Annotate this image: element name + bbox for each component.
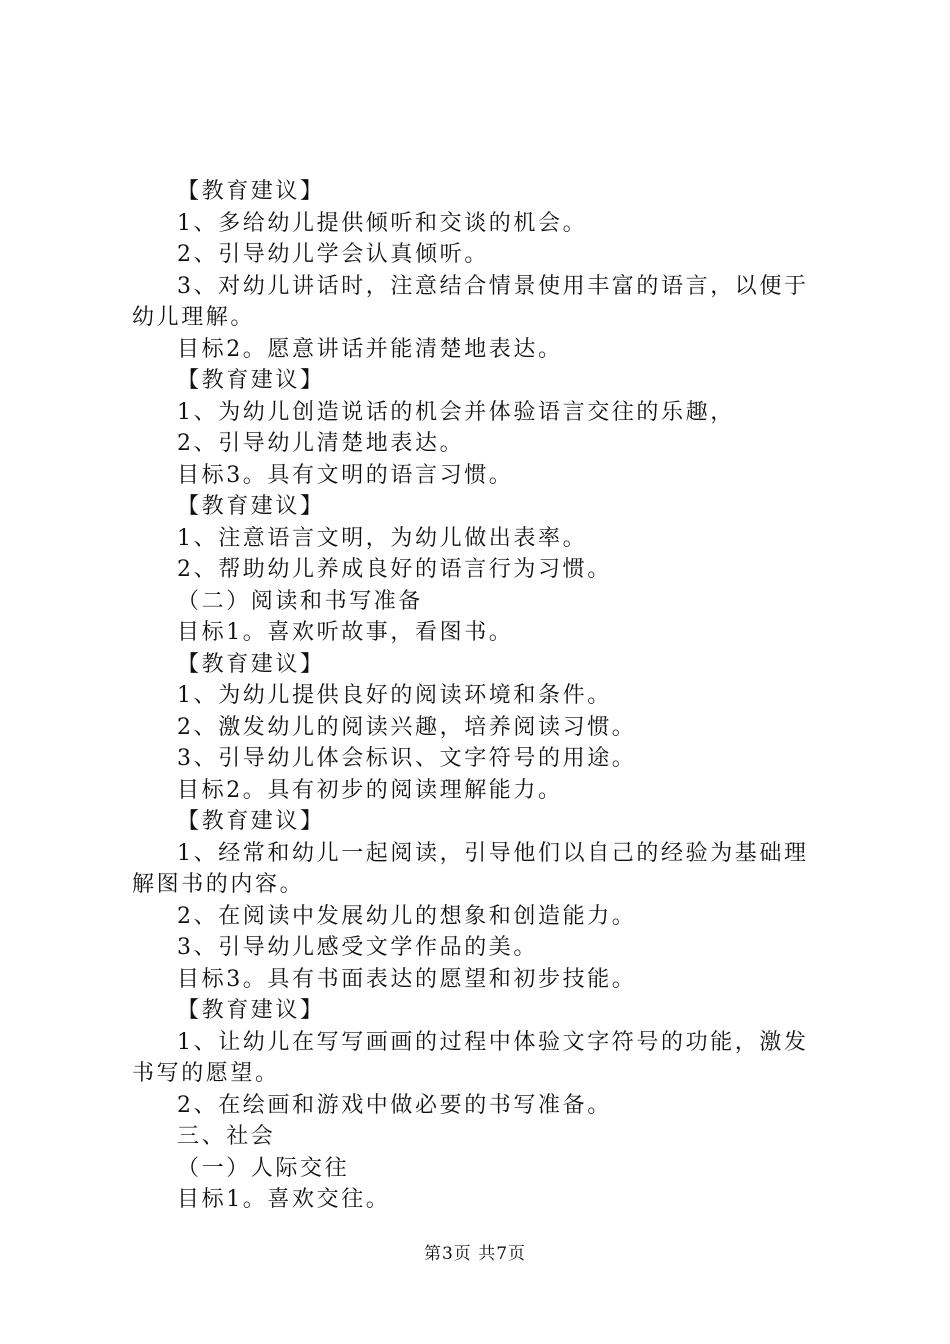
text-line: 1、让幼儿在写写画画的过程中体验文字符号的功能，激发 <box>177 1029 809 1055</box>
text-line: （二）阅读和书写准备 <box>177 588 424 614</box>
text-line: 目标3。具有书面表达的愿望和初步技能。 <box>177 966 637 992</box>
text-line: 1、为幼儿创造说话的机会并体验语言交往的乐趣， <box>177 399 735 425</box>
text-line: 目标1。喜欢交往。 <box>177 1187 391 1212</box>
text-line: 三、社会 <box>177 1124 276 1149</box>
text-line: 【教育建议】 <box>177 651 325 677</box>
text-line: 【教育建议】 <box>177 809 325 834</box>
text-line: 目标2。具有初步的阅读理解能力。 <box>177 777 563 803</box>
text-line: 幼儿理解。 <box>132 305 256 330</box>
text-line: 3、对幼儿讲话时，注意结合情景使用丰富的语言，以便于 <box>177 273 809 299</box>
text-line: 【教育建议】 <box>177 179 325 204</box>
text-line: 2、在绘画和游戏中做必要的书写准备。 <box>177 1092 612 1118</box>
page-footer: 第3页 共7页 <box>423 1244 527 1264</box>
text-line: 解图书的内容。 <box>132 872 305 897</box>
text-line: 2、引导幼儿学会认真倾听。 <box>177 242 489 267</box>
text-line: 3、引导幼儿感受文学作品的美。 <box>177 935 538 960</box>
text-line: 书写的愿望。 <box>132 1061 280 1086</box>
text-line: 1、多给幼儿提供倾听和交谈的机会。 <box>177 210 588 236</box>
text-line: 【教育建议】 <box>177 998 325 1023</box>
text-line: 2、在阅读中发展幼儿的想象和创造能力。 <box>177 903 637 929</box>
text-line: 3、引导幼儿体会标识、文字符号的用途。 <box>177 746 637 771</box>
text-line: 1、为幼儿提供良好的阅读环境和条件。 <box>177 683 612 708</box>
text-line: 2、激发幼儿的阅读兴趣，培养阅读习惯。 <box>177 714 637 740</box>
text-line: （一）人际交往 <box>177 1155 350 1181</box>
text-line: 目标2。愿意讲话并能清楚地表达。 <box>177 336 563 362</box>
text-line: 目标1。喜欢听故事，看图书。 <box>177 620 514 645</box>
document-body <box>132 176 832 1216</box>
text-line: 【教育建议】 <box>177 494 325 519</box>
text-line: 目标3。具有文明的语言习惯。 <box>177 462 514 488</box>
text-line: 2、引导幼儿清楚地表达。 <box>177 431 465 456</box>
text-line: 1、注意语言文明，为幼儿做出表率。 <box>177 525 588 551</box>
text-line: 【教育建议】 <box>177 368 325 393</box>
text-line: 1、经常和幼儿一起阅读，引导他们以自己的经验为基础理 <box>177 840 809 866</box>
text-line: 2、帮助幼儿养成良好的语言行为习惯。 <box>177 557 612 582</box>
